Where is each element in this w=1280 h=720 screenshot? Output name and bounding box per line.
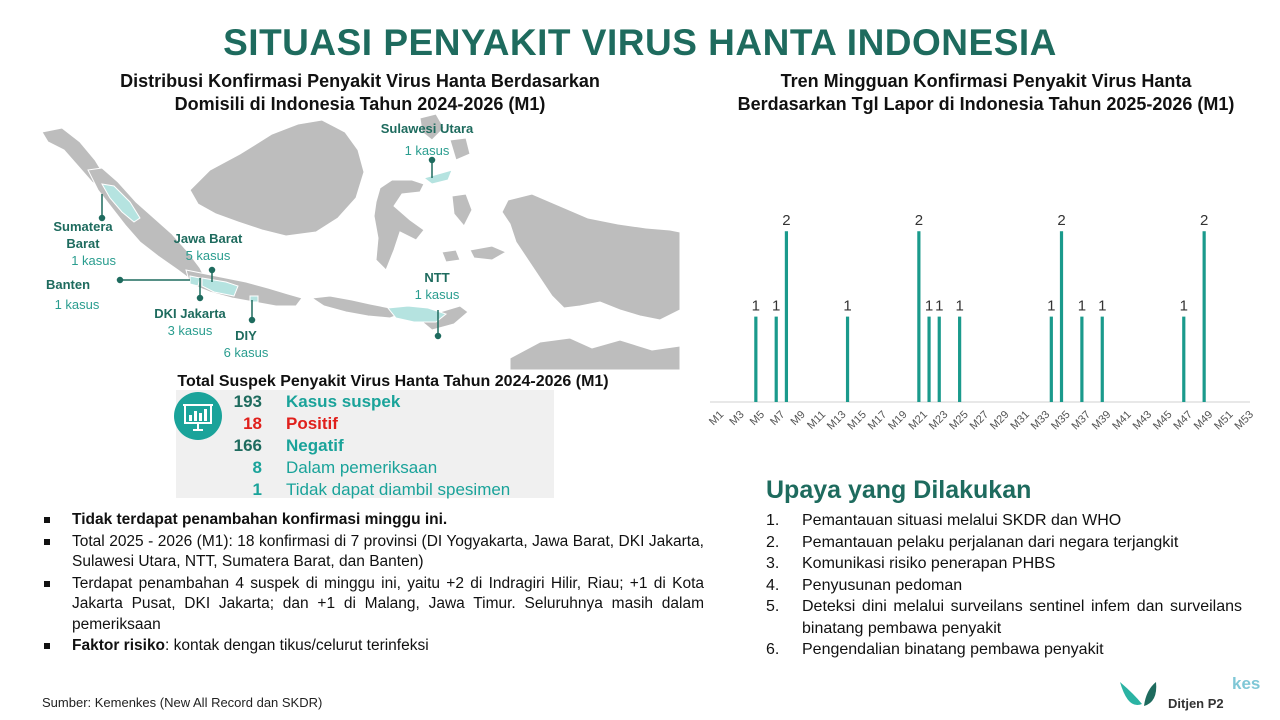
bar-M23 (938, 317, 941, 402)
bullet-2-text: Total 2025 - 2026 (M1): 18 konfirmasi di 7 provinsi (DI Yogyakarta, Jawa Barat, DKI Jakarta, Sulawesi Utara, NTT, Sumatera Barat, dan Banten) (72, 532, 704, 570)
suspect-label-negatif: Negatif (286, 436, 344, 455)
map-sulawesi (374, 180, 424, 270)
upaya-item-1 (766, 510, 1242, 532)
bar-M34 (1050, 317, 1053, 402)
tick-label-M11: M11 (805, 408, 829, 432)
label-sumatera-barat-line1: Sumatera (53, 219, 113, 234)
chart-title-line1: Tren Mingguan Konfirmasi Penyakit Virus Hanta (780, 71, 1192, 91)
bar-M14 (846, 317, 849, 402)
value-label-M34: 1 (1047, 297, 1056, 315)
tick-label-M7: M7 (768, 408, 788, 429)
suspect-box (176, 390, 554, 498)
upaya-item-6-num: 6. (766, 641, 780, 658)
upaya-item-4-num: 4. (766, 576, 780, 594)
suspect-num-negatif: 166 (233, 436, 262, 455)
bar-M22 (927, 317, 930, 402)
tick-label-M51: M51 (1212, 408, 1236, 433)
ditjen-logo-icon (1118, 672, 1162, 712)
map-highlight-sulut (424, 170, 452, 184)
bar-M37 (1080, 317, 1083, 402)
map-maluku-1 (452, 194, 472, 226)
tick-label-M15: M15 (845, 408, 869, 433)
label-sumatera-barat-count: 1 kasus (71, 253, 116, 268)
label-banten-count: 1 kasus (54, 297, 100, 312)
value-label-M8: 2 (782, 212, 791, 230)
suspect-num-pemeriksaan: 8 (252, 458, 262, 477)
tick-label-M3: M3 (727, 408, 747, 429)
summary-bullets (40, 510, 704, 658)
map-maluku-2 (470, 246, 506, 260)
suspect-row-negatif (176, 436, 554, 458)
tick-label-M53: M53 (1232, 408, 1257, 433)
suspect-num-spesimen: 1 (252, 480, 262, 499)
value-label-M37: 1 (1077, 297, 1087, 315)
value-label-M7: 1 (772, 297, 781, 315)
map-highlight-diy (250, 296, 258, 302)
bar-M49 (1203, 231, 1206, 402)
connector-jabar-dot (210, 268, 215, 273)
logo-partial-text: kes (1232, 674, 1261, 693)
upaya-item-4-text: Penyusunan pedoman (802, 576, 963, 594)
map-highlight-banten (190, 276, 200, 286)
upaya-title: Upaya yang Dilakukan (766, 476, 1032, 504)
upaya-item-3-text: Komunikasi risiko penerapan PHBS (802, 555, 1056, 572)
bullet-3-text: Terdapat penambahan 4 suspek di minggu ini, yaitu +2 di Indragiri Hilir, Riau; +1 di Kota Jakarta Pusat, DKI Jakarta; dan +1 di Malang, Jawa Timur. Seluruhnya masih dalam pemeriksaan (72, 574, 704, 633)
tick-label-M9: M9 (788, 408, 808, 429)
chart-bars (751, 231, 1206, 402)
label-sulawesi-utara-count: 1 kasus (404, 143, 450, 158)
label-jawa-barat-name: Jawa Barat (173, 231, 243, 246)
tick-label-M5: M5 (747, 408, 768, 429)
tick-label-M17: M17 (865, 408, 890, 433)
connector-banten-dot (118, 278, 123, 283)
label-banten (40, 276, 114, 313)
chart-title-line2: Berdasarkan Tgl Lapor di Indonesia Tahun 2025-2026 (M1) (737, 94, 1235, 114)
suspect-num-positif: 18 (243, 414, 262, 433)
label-ntt-count: 1 kasus (414, 287, 460, 302)
tick-label-M13: M13 (824, 408, 849, 433)
label-sumatera-barat (40, 218, 126, 269)
label-ntt-name: NTT (424, 270, 450, 285)
upaya-item-2-num: 2. (766, 533, 780, 551)
tick-label-M33: M33 (1028, 408, 1053, 433)
tick-label-M19: M19 (886, 408, 910, 433)
source-note: Sumber: Kemenkes (New All Record dan SKDR) (42, 695, 323, 710)
label-dki-jakarta-name: DKI Jakarta (154, 306, 226, 321)
value-label-M21: 2 (914, 212, 924, 230)
bar-M21 (917, 231, 920, 402)
label-banten-name: Banten (46, 277, 91, 292)
value-label-M49: 2 (1199, 212, 1209, 230)
connector-diy-dot (250, 318, 255, 323)
upaya-item-6 (766, 639, 1242, 661)
map-australia (510, 338, 680, 370)
chart-value-labels (752, 212, 1209, 314)
label-ntt (400, 269, 474, 303)
tick-label-M43: M43 (1130, 408, 1155, 433)
label-sulawesi-utara-name: Sulawesi Utara (380, 121, 474, 136)
label-sumatera-barat-line2: Barat (66, 236, 100, 251)
suspect-num-kasus: 193 (233, 392, 262, 411)
value-label-M14: 1 (843, 297, 852, 315)
bar-M5 (754, 317, 757, 402)
tick-label-M29: M29 (987, 408, 1012, 433)
tick-label-M21: M21 (906, 408, 931, 433)
page-title: SITUASI PENYAKIT VIRUS HANTA INDONESIA (223, 22, 1057, 63)
bar-M35 (1060, 231, 1063, 402)
tick-label-M37: M37 (1069, 408, 1094, 433)
connector-ntt-dot (436, 334, 441, 339)
upaya-item-5-text: Deteksi dini melalui surveilans sentinel infem dan surveilans binatang pembawa penyakit (802, 598, 1242, 637)
upaya-item-4 (766, 575, 1242, 597)
bar-M8 (785, 231, 788, 402)
bar-M7 (775, 317, 778, 402)
map-java (186, 270, 302, 306)
map-nusa-tenggara (312, 296, 406, 318)
bullet-4 (40, 636, 704, 657)
bar-M39 (1101, 317, 1104, 402)
tick-label-M49: M49 (1191, 408, 1216, 433)
tick-label-M35: M35 (1049, 408, 1073, 433)
upaya-item-1-text: Pemantauan situasi melalui SKDR dan WHO (802, 512, 1122, 529)
label-diy (214, 327, 278, 361)
suspect-row-positif (176, 414, 554, 436)
label-dki-jakarta-count: 3 kasus (167, 323, 213, 338)
value-label-M25: 1 (955, 297, 964, 315)
map-borneo (190, 120, 364, 236)
map-title-line1: Distribusi Konfirmasi Penyakit Virus Hanta Berdasarkan (120, 71, 600, 91)
value-label-M39: 1 (1098, 297, 1107, 315)
suspect-label-kasus: Kasus suspek (286, 392, 401, 411)
chart-tick-labels (707, 409, 1256, 433)
indonesia-map (40, 110, 680, 370)
upaya-item-5 (766, 596, 1242, 639)
bullet-2 (40, 532, 704, 573)
suspect-label-spesimen: Tidak dapat diambil spesimen (286, 480, 511, 499)
bullet-1-text: Tidak terdapat penambahan konfirmasi minggu ini. (72, 511, 448, 528)
upaya-item-6-text: Pengendalian binatang pembawa penyakit (802, 641, 1104, 658)
bullet-3 (40, 574, 704, 636)
tick-label-M25: M25 (947, 408, 971, 433)
tick-label-M27: M27 (967, 408, 992, 433)
presentation-chart-icon (174, 392, 222, 440)
map-papua (502, 194, 680, 320)
tick-label-M45: M45 (1150, 408, 1175, 433)
value-label-M5: 1 (751, 297, 761, 315)
label-sulawesi-utara (370, 120, 484, 159)
upaya-list (766, 510, 1242, 661)
tick-label-M39: M39 (1089, 408, 1114, 433)
suspect-row-spesimen (176, 480, 554, 502)
upaya-item-3 (766, 553, 1242, 575)
tick-label-M41: M41 (1110, 408, 1134, 433)
upaya-item-2 (766, 532, 1242, 554)
value-label-M22: 1 (924, 297, 934, 315)
label-diy-name: DIY (235, 328, 257, 343)
suspect-title: Total Suspek Penyakit Virus Hanta Tahun 2024-2026 (M1) (177, 373, 609, 390)
bar-M25 (958, 317, 961, 402)
tick-label-M31: M31 (1008, 408, 1032, 433)
bullet-4-bold: Faktor risiko (72, 637, 166, 654)
map-maluku-3 (442, 250, 460, 262)
value-label-M35: 2 (1057, 212, 1066, 230)
value-label-M47: 1 (1179, 297, 1188, 315)
suspect-row-pemeriksaan (176, 458, 554, 480)
upaya-item-2-text: Pemantauan pelaku perjalanan dari negara terjangkit (802, 533, 1179, 551)
tick-label-M47: M47 (1171, 408, 1195, 433)
chart-title (700, 70, 1272, 116)
tick-label-M23: M23 (926, 408, 951, 433)
bullet-4-text: : kontak dengan tikus/celurut terinfeksi (165, 637, 429, 654)
label-diy-count: 6 kasus (223, 345, 269, 360)
connector-dki-dot (198, 296, 203, 301)
upaya-item-1-num: 1. (766, 512, 780, 529)
bar-M47 (1182, 317, 1185, 402)
upaya-item-3-num: 3. (766, 555, 780, 572)
upaya-item-5-num: 5. (766, 598, 780, 615)
weekly-trend-chart (700, 160, 1260, 450)
suspect-label-positif: Positif (286, 414, 338, 433)
logo-text: Ditjen P2 (1168, 696, 1224, 711)
map-title-line2: Domisili di Indonesia Tahun 2024-2026 (M1) (174, 94, 546, 114)
label-jawa-barat (158, 230, 258, 264)
label-jawa-barat-count: 5 kasus (185, 248, 231, 263)
bullet-1 (40, 510, 704, 531)
suspect-label-pemeriksaan: Dalam pemeriksaan (286, 458, 438, 477)
suspect-row-kasus (176, 392, 554, 414)
value-label-M23: 1 (935, 297, 944, 315)
tick-label-M1: M1 (707, 408, 727, 429)
